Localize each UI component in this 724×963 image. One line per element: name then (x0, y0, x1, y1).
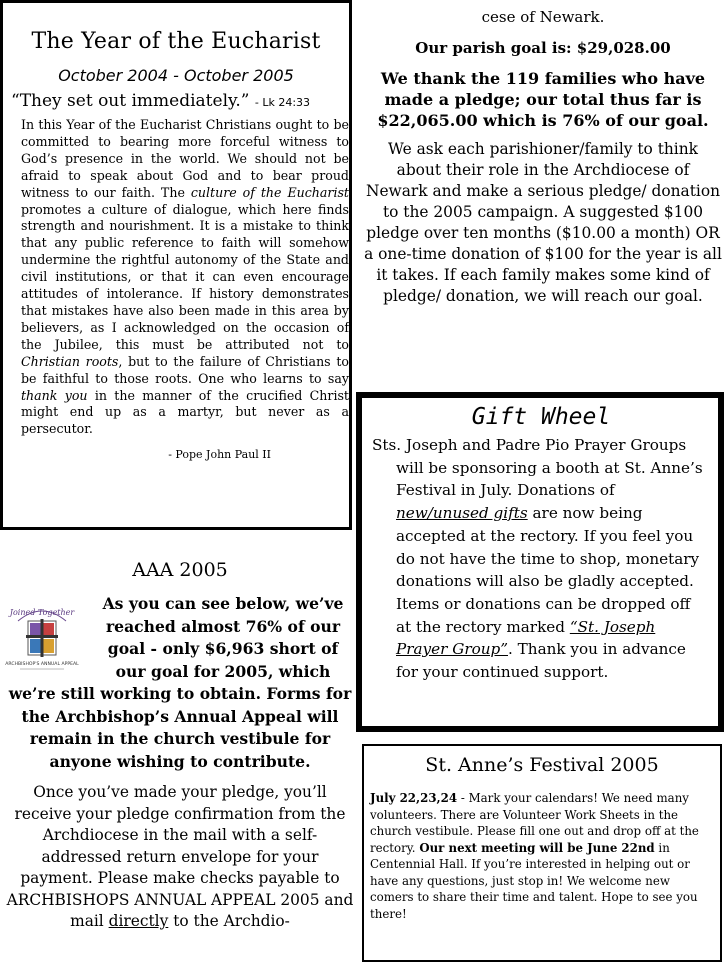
eucharist-body (21, 117, 349, 438)
aaa-title: AAA 2005 (132, 559, 228, 581)
lead-line: As you can see below, we’ve (102, 594, 344, 613)
gift-wheel-body (372, 434, 710, 684)
festival-title: St. Anne’s Festival 2005 (425, 754, 659, 776)
body-text: , but to the failure of Christians to be faithful to those roots. One who learns to say (21, 353, 349, 386)
eucharist-dates: October 2004 - October 2005 (58, 66, 294, 85)
pledge-thanks: We thank the 119 families who have made a pledge; our total thus far is $22,065.00 which is 76% of our goal. (377, 69, 709, 130)
body-text: in the manner of the crucified Christ might end up as a martyr, but never as a persecutor. (21, 387, 349, 437)
parish-goal: Our parish goal is: $29,028.00 (415, 39, 671, 57)
body-underlined: “St. Joseph Prayer Group” (396, 617, 656, 659)
body-text: Once you’ve made your pledge, you’ll receive your pledge confirmation from the Archdiocese in the mail with a self-addressed return envelope for your payment. Please make checks payable to ARCHBISHOPS ANNUAL APPEAL 2005 and mail (6, 783, 354, 930)
body-underlined: directly (108, 912, 169, 930)
quote-text: “They set out immediately.” (11, 91, 250, 111)
festival-article (362, 744, 722, 962)
gift-wheel-title: Gift Wheel (471, 404, 611, 430)
body-text: - Mark your calendars! We need many volunteers. There are Volunteer Work Sheets in the church vestibule. Please fill one out and drop off at the rectory. (370, 791, 699, 855)
logo-subtext: ARCHBISHOP'S ANNUAL APPEAL (5, 662, 79, 667)
lead-line: reached almost 76% of our (105, 616, 341, 636)
eucharist-article (0, 0, 352, 530)
eucharist-title: The Year of the Eucharist (31, 29, 321, 54)
pledge-request: We ask each parishioner/family to think about their role in the Archdiocese of Newark and make a serious pledge/ donation to the 2005 campaign. A suggested $100 pledge over ten months ($10.00 a month) OR a one-time donation of $100 for the year is all it takes. If each family makes some kind of pledge/ donation, we will reach our goal. (364, 140, 722, 305)
body-text: In this Year of the Eucharist Christians ought to be committed to bearing more forceful witness to God’s presence in the world. We should not be afraid to speak about God and to bear proud witness to our faith. The (21, 117, 349, 200)
body-text: are now being accepted at the rectory. If you feel you do not have the time to shop, monetary donations will also be gladly accepted. Items or donations can be dropped off at the rectory marked (396, 504, 700, 636)
festival-body (370, 790, 714, 922)
body-text: promotes a culture of dialogue, which here finds strength and nourishment. It is a mistake to think that any public reference to faith will somehow undermine the rightful autonomy of the State and civil institutions, or that it can even encourage attitudes of intolerance. If history demonstrates that mistakes have also been made in this area by believers, as I acknowledged on the occasion of the Jubilee, this must be attributed not to (21, 201, 349, 352)
lead-line: our goal for 2005, which (115, 661, 331, 681)
logo-text: Joined Together (9, 608, 75, 617)
eucharist-attribution: - Pope John Paul II (168, 448, 271, 462)
lead-line: goal - only $6,963 short of (107, 639, 339, 658)
gift-wheel-article (356, 392, 724, 732)
lead-line: we’re still working to obtain. Forms for the Archbishop’s Annual Appeal will remain in the church vestibule for anyone wishing to contribute. (8, 684, 352, 771)
body-text: in Centennial Hall. If you’re interested in helping out or have any questions, just stop in! We welcome new comers to share their time and talent. Hope to see you there! (370, 840, 698, 921)
festival-dates: July 22,23,24 (370, 791, 458, 805)
body-text: Sts. Joseph and Padre Pio Prayer Groups will be sponsoring a booth at St. Anne’s Festival in July. Donations of (372, 436, 703, 500)
meeting-date: Our next meeting will be June 22nd (419, 840, 655, 855)
body-emphasis: culture of the Eucharist (190, 184, 349, 200)
quote-reference: - Lk 24:33 (254, 96, 311, 109)
body-underlined: new/unused gifts (396, 504, 528, 523)
body-emphasis: Christian roots (21, 353, 119, 369)
aaa-body (0, 782, 360, 933)
body-emphasis: thank you (21, 387, 88, 403)
eucharist-quote (11, 91, 341, 111)
continuation-text: cese of Newark. (481, 8, 605, 26)
appeal-logo (5, 599, 79, 683)
aaa-article (0, 545, 360, 963)
body-text: . Thank you in advance for your continued support. (396, 640, 686, 682)
appeal-continued-article (364, 0, 722, 370)
body-text: to the Archdio- (168, 912, 290, 930)
